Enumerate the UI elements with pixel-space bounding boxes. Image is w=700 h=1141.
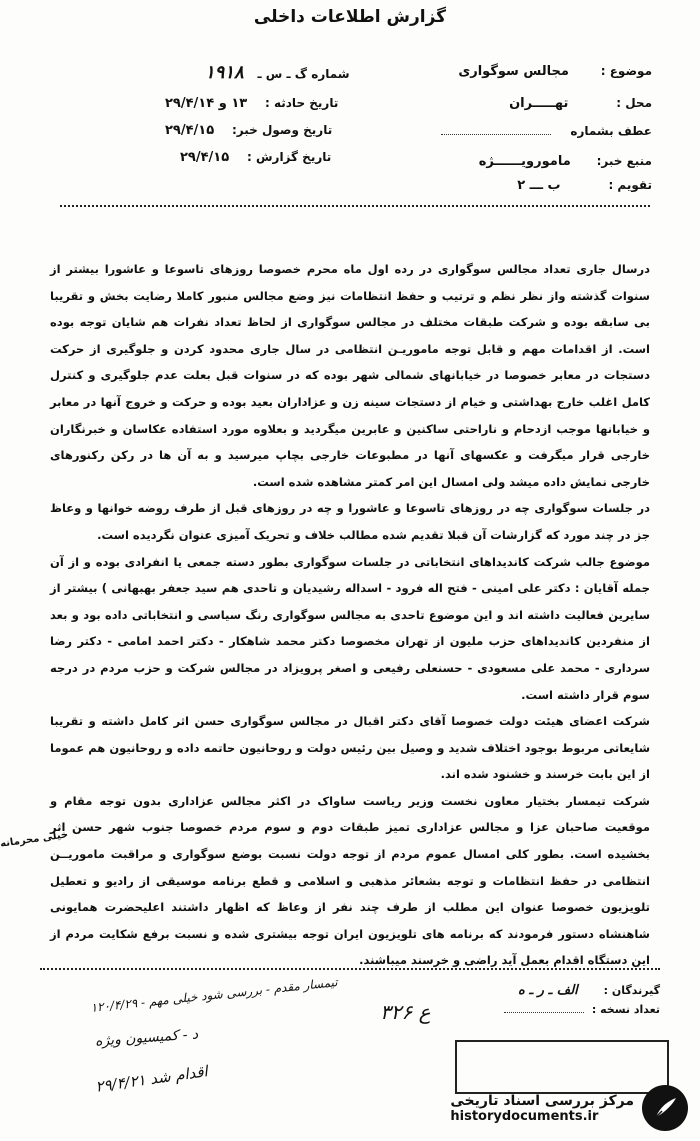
report-date-label: تاریخ گزارش : — [247, 150, 332, 164]
source-row — [479, 154, 652, 169]
source-label: منبع خبر: — [596, 154, 652, 168]
quill-logo-svg — [650, 1093, 680, 1123]
evaluation-row — [517, 178, 652, 193]
source-value: مامورویــــــژه — [478, 154, 571, 169]
receipt-date-row — [165, 123, 332, 138]
handwritten-note-1: تیمسار مقدم - بررسی شود خیلی مهم - ۱۲۰/۴/۲۹ — [89, 975, 339, 1015]
margin-note: خیلی محرمانه — [0, 829, 69, 850]
footer-divider — [40, 968, 660, 970]
recipients-row — [518, 983, 660, 998]
handwritten-note-2: د - کمیسیون ویژه — [94, 1026, 199, 1050]
number-value: ۱۹۱۸ — [205, 62, 244, 83]
watermark-title: مرکز بررسی اسناد تاریخی — [450, 1092, 634, 1109]
event-date-value: ۱۳ و ۲۹/۴/۱۴ — [165, 96, 248, 111]
attachment-dotted-line — [441, 134, 551, 135]
evaluation-label: تقویم : — [608, 178, 652, 192]
paragraph-4: شرکت اعضای هیئت دولت خصوصا آقای دکتر اقبال در مجالس سوگواری حسن اثر کامل داشته و تقریبا شایعاتی مربوط بوجود اختلاف شدید و وصیل بین رئیس دولت و روحانیون حاتمه داده و روحانیون هم عموما از این بابت خرسند و خشنود شده اند. — [50, 714, 650, 782]
receipt-date-value: ۲۹/۴/۱۵ — [165, 123, 215, 138]
subject-label: موضوع : — [600, 64, 652, 78]
receipt-date-label: تاریخ وصول خبر: — [232, 123, 333, 137]
number-row — [205, 62, 350, 83]
watermark-url: historydocuments.ir — [450, 1108, 599, 1124]
event-date-row — [165, 96, 338, 111]
paragraph-2: در جلسات سوگواری چه در روزهای تاسوعا و عاشورا و چه در روزهای قبل از طرف روضه خوانها و وعاظ جز در چند مورد که گزارشات آن قبلا تقدیم شده مطالب خلاف و تحریک آمیزی عنوان نگردیده است. — [50, 501, 650, 542]
paragraph-5: شرکت تیمسار بختیار معاون نخست وزیر ریاست ساواک در اکثر مجالس عزاداری بدون توجه مقام و موقعیت صاحبان عزا و مجالس عزاداری تمیز طبقات دوم و سوم مردم خصوصا جنوب شهر حسن اثر بخشیده است. بطور کلی امسال عموم مردم از توجه دولت نسبت بوضع سوگواری و مراقبت ماموریــن انتظامی در حفظ انتظامات و توجه بشعائر مذهبی و اسلامی و قطع برنامه موسیقی از رادیو و تعطیل تلویزیون خصوصا عنوان این مطلب از طرف چند نفر از وعاظ که اظهار داشتند اعلیحضرت همایونی شاهنشاه دستور فرمودند که برنامه های تلویزیون ایران توجه بیشتری شده و نسبت برفع شکایت مردم از این دستگاه اقدام بعمل آید راضی و خرسند میباشند. — [50, 793, 650, 968]
subject-row — [458, 64, 652, 79]
number-label: شماره گ ـ س ـ — [257, 67, 350, 81]
copies-row — [504, 1003, 660, 1016]
watermark-text — [450, 1093, 634, 1124]
watermark — [450, 1080, 688, 1136]
document-title: گزارش اطلاعات داخلی — [253, 7, 447, 27]
subject-value: مجالس سوگواری — [458, 64, 569, 79]
copies-label: تعداد نسخه : — [591, 1003, 660, 1016]
handwritten-note-3: اقدام شد ۲۹/۴/۲۱ — [94, 1062, 209, 1096]
report-date-row — [180, 150, 331, 165]
attachment-label: عطف بشماره — [570, 124, 652, 138]
event-date-label: تاریخ حادثه : — [265, 96, 339, 110]
paragraph-1: درسال جاری تعداد مجالس سوگواری در رده اول ماه محرم خصوصا روزهای تاسوعا و عاشورا بیشتر از سنوات گذشته واز نظر نظم و ترتیب و حفظ انتظامات نیز وضع مجالس منبور کاملا رضایت بخش و تقریبا بی سابقه بوده و شرکت طبقات مختلف در مجالس سوگواری از لحاظ تعداد نفرات هم شایان توجه بوده است. از اقدامات مهم و قابل توجه ماموریـن انتظامی در سال جاری محدود کردن و جلوگیری از حرکت دستجات در معابر خصوصا در خیابانهای شمالی شهر بوده که در سنوات قبل بعلت عدم جلوگیری و کنترل کامل اغلب خارج بهداشتی و خیام از دستجات سینه زن و عزاداران بعید بوده و حرکت و خروج آنها در معابر و خیابانها موجب ازدحام و ناراحتی ساکنین و عابرین میگردید و بعلاوه مورد استفاده عکاسان و خبرنگاران خارجی قرار میگرفت و عکسهای آنها در مطبوعات خارجی بچاپ میرسید و به آن ها در رکن رکنورهای خارجی نمایش داده میشد ولی امسال این امر کمتر مشاهده شده است. — [50, 262, 650, 489]
paragraph-3: موضوع جالب شرکت کاندیداهای انتخاباتی در جلسات سوگواری بطور دسته جمعی یا انفرادی بوده و از آن جمله آقایان : دکتر علی امینی - فتح اله فرود - اسداله رشیدیان و تاحدی هم سید جعفر بهبهانی ) بیشتر از سایرین فعالیت داشته اند و این موضوع تاحدی به مجالس سوگواری رنگ سیاسی و انتخاباتی داده بود و بعد از منفردین کاندیداهای حزب ملیون از تهران مخصوصا دکتر محمد شاهکار - دکتر احمد امامی - دکتر رضا سرداری - محمد علی مسعودی - حسنعلی رفیعی و اصغر پرویزاد در مجالس شرکت و حزب مردم در درجه سوم قرار داشته است. — [50, 554, 650, 702]
copies-dotted-line — [504, 1012, 584, 1013]
header-divider — [60, 205, 650, 207]
recipients-value: الف ـ ر ـ ه — [517, 983, 578, 998]
location-row — [509, 96, 652, 111]
location-label: محل : — [616, 96, 652, 110]
location-value: تهـــــران — [509, 96, 569, 111]
quill-logo-icon — [642, 1085, 688, 1131]
report-body — [50, 256, 650, 974]
report-date-value: ۲۹/۴/۱۵ — [180, 150, 230, 165]
evaluation-value: ب ـــ ۲ — [517, 178, 561, 193]
attachment-row — [441, 124, 652, 139]
handwritten-center-mark: ع ۳۲۶ — [380, 1000, 431, 1024]
recipients-label: گیرندگان : — [603, 984, 660, 997]
